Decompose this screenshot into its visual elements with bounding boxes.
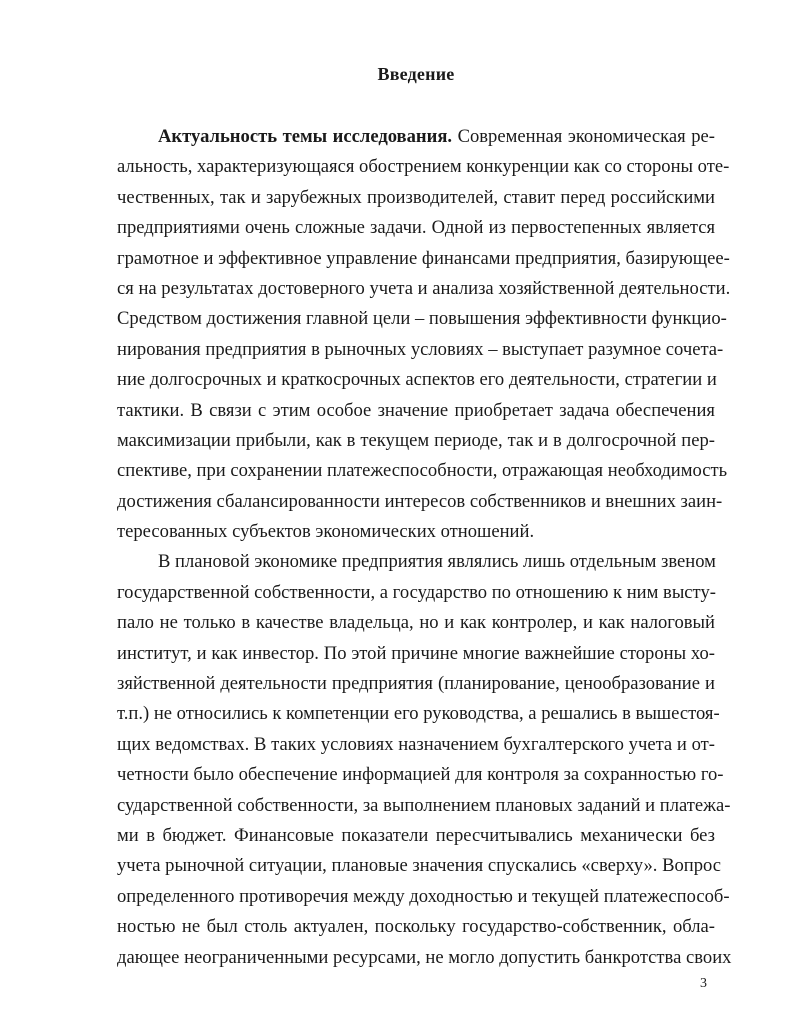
paragraph-line: нирования предприятия в рыночных условиях – выступает разумное сочета- — [117, 338, 724, 360]
paragraph-line: Средством достижения главной цели – повышения эффективности функцио- — [117, 308, 727, 330]
paragraph-line: т.п.) не относились к компетенции его руководства, а решались в вышестоя- — [117, 703, 720, 725]
paragraph-line: предприятиями очень сложные задачи. Одной из первостепенных является — [117, 217, 715, 239]
page-number: 3 — [700, 976, 707, 991]
paragraph-line: государственной собственности, а государство по отношению к ним высту- — [117, 581, 716, 603]
paragraph-line: ми в бюджет. Финансовые показатели пересчитывались механически без — [117, 824, 715, 846]
paragraph-line: ние долгосрочных и краткосрочных аспектов его деятельности, стратегии и — [117, 369, 717, 391]
paragraph-line: институт, и как инвестор. По этой причине многие важнейшие стороны хо- — [117, 642, 715, 664]
paragraph-line: зяйственной деятельности предприятия (планирование, ценообразование и — [117, 673, 715, 695]
paragraph-line: четности было обеспечение информацией для контроля за сохранностью го- — [117, 764, 724, 786]
paragraph-line: сударственной собственности, за выполнением плановых заданий и платежа- — [117, 794, 731, 816]
paragraph-line: ся на результатах достоверного учета и анализа хозяйственной деятельности. — [117, 277, 731, 299]
paragraph-line: альность, характеризующаяся обострением конкуренции как со стороны оте- — [117, 156, 730, 178]
paragraph-line: грамотное и эффективное управление финансами предприятия, базирующее- — [117, 247, 730, 269]
paragraph-line: пало не только в качестве владельца, но и как контролер, и как налоговый — [117, 612, 715, 634]
paragraph-line: учета рыночной ситуации, плановые значения спускались «сверху». Вопрос — [117, 855, 722, 877]
body-text — [117, 122, 732, 973]
paragraph-line — [117, 122, 715, 152]
line-text: Современная экономическая ре- — [457, 126, 715, 147]
paragraph-line: щих ведомствах. В таких условиях назначением бухгалтерского учета и от- — [117, 733, 715, 755]
paragraph-planned-economy — [117, 547, 732, 972]
paragraph-line: чественных, так и зарубежных производителей, ставит перед российскими — [117, 186, 715, 208]
paragraph-relevance — [117, 122, 731, 547]
paragraph-line: дающее неограниченными ресурсами, не могло допустить банкротства своих — [117, 946, 732, 968]
paragraph-line: максимизации прибыли, как в текущем периоде, так и в долгосрочной пер- — [117, 429, 715, 451]
page-title: Введение — [377, 64, 455, 84]
paragraph-line: достижения сбалансированности интересов собственников и внешних заин- — [117, 490, 723, 512]
paragraph-line: тересованных субъектов экономических отношений. — [117, 521, 535, 543]
paragraph-line: спективе, при сохранении платежеспособности, отражающая необходимость — [117, 460, 728, 482]
paragraph-line: ностью не был столь актуален, поскольку государство-собственник, обла- — [117, 916, 715, 938]
paragraph-line: определенного противоречия между доходностью и текущей платежеспособ- — [117, 885, 730, 907]
paragraph-line: В плановой экономике предприятия являлись лишь отдельным звеном — [158, 551, 716, 573]
paragraph-line: тактики. В связи с этим особое значение приобретает задача обеспечения — [117, 399, 715, 421]
lead-phrase: Актуальность темы исследования. — [158, 126, 453, 147]
